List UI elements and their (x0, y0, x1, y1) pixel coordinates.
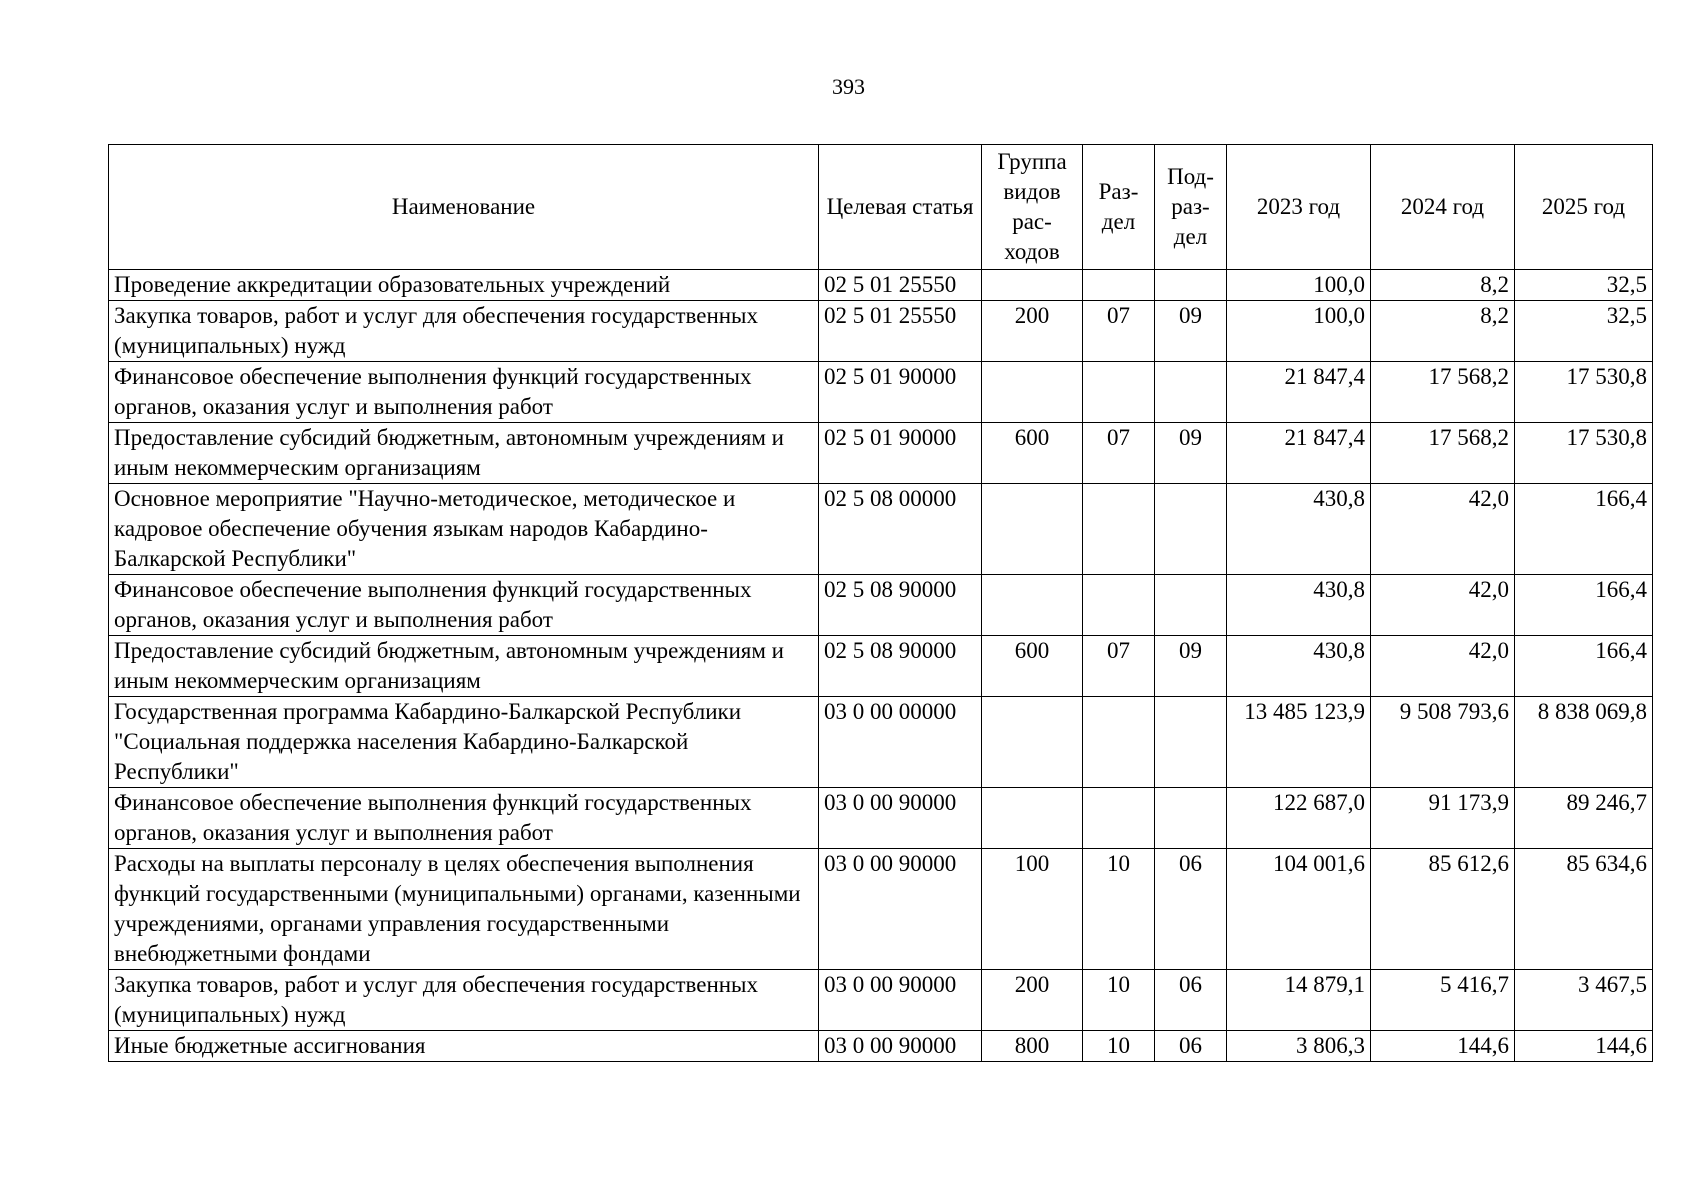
cell-2024: 91 173,9 (1371, 788, 1515, 849)
cell-2024: 144,6 (1371, 1031, 1515, 1062)
cell-subsection (1155, 575, 1227, 636)
table-row (109, 270, 1653, 301)
cell-section: 10 (1083, 1031, 1155, 1062)
cell-name: Финансовое обеспечение выполнения функций государственных органов, оказания услуг и выполнения работ (109, 575, 819, 636)
cell-name: Предоставление субсидий бюджетным, автономным учреждениям и иным некоммерческим организациям (109, 423, 819, 484)
cell-2024: 17 568,2 (1371, 423, 1515, 484)
header-year-2023: 2023 год (1227, 145, 1371, 270)
header-year-2025: 2025 год (1515, 145, 1653, 270)
cell-section (1083, 362, 1155, 423)
cell-target: 02 5 01 25550 (819, 301, 982, 362)
table-header (109, 145, 1653, 270)
cell-subsection (1155, 270, 1227, 301)
cell-target: 02 5 08 90000 (819, 636, 982, 697)
cell-subsection: 09 (1155, 301, 1227, 362)
cell-section (1083, 788, 1155, 849)
table-row (109, 970, 1653, 1031)
cell-target: 02 5 08 00000 (819, 484, 982, 575)
cell-section (1083, 270, 1155, 301)
cell-section: 07 (1083, 301, 1155, 362)
cell-2025: 17 530,8 (1515, 423, 1653, 484)
cell-group: 600 (982, 636, 1083, 697)
cell-name: Проведение аккредитации образовательных учреждений (109, 270, 819, 301)
cell-2025: 32,5 (1515, 301, 1653, 362)
cell-section: 10 (1083, 849, 1155, 970)
cell-subsection (1155, 362, 1227, 423)
cell-target: 02 5 08 90000 (819, 575, 982, 636)
cell-group (982, 788, 1083, 849)
cell-2025: 85 634,6 (1515, 849, 1653, 970)
cell-group (982, 484, 1083, 575)
cell-target: 03 0 00 90000 (819, 849, 982, 970)
page-number: 393 (832, 74, 865, 99)
cell-name: Предоставление субсидий бюджетным, автономным учреждениям и иным некоммерческим организациям (109, 636, 819, 697)
cell-subsection (1155, 697, 1227, 788)
cell-2025: 89 246,7 (1515, 788, 1653, 849)
header-row (109, 145, 1653, 270)
cell-target: 02 5 01 90000 (819, 423, 982, 484)
table-row (109, 849, 1653, 970)
header-section: Раз-дел (1083, 145, 1155, 270)
header-group: Группа видов рас-ходов (982, 145, 1083, 270)
cell-2023: 430,8 (1227, 484, 1371, 575)
cell-name: Основное мероприятие "Научно-методическое, методическое и кадровое обеспечение обучения языкам народов Кабардино-Балкарской Республики" (109, 484, 819, 575)
table-row (109, 484, 1653, 575)
cell-subsection: 09 (1155, 636, 1227, 697)
cell-subsection (1155, 788, 1227, 849)
cell-name: Финансовое обеспечение выполнения функций государственных органов, оказания услуг и выполнения работ (109, 788, 819, 849)
cell-2025: 8 838 069,8 (1515, 697, 1653, 788)
table-body (109, 270, 1653, 1062)
cell-2024: 42,0 (1371, 575, 1515, 636)
cell-2024: 8,2 (1371, 301, 1515, 362)
cell-section: 07 (1083, 423, 1155, 484)
cell-target: 03 0 00 90000 (819, 1031, 982, 1062)
cell-name: Иные бюджетные ассигнования (109, 1031, 819, 1062)
cell-name: Закупка товаров, работ и услуг для обеспечения государственных (муниципальных) нужд (109, 970, 819, 1031)
cell-2024: 42,0 (1371, 484, 1515, 575)
cell-2025: 166,4 (1515, 636, 1653, 697)
cell-2023: 3 806,3 (1227, 1031, 1371, 1062)
cell-2024: 42,0 (1371, 636, 1515, 697)
header-year-2024: 2024 год (1371, 145, 1515, 270)
table-row (109, 1031, 1653, 1062)
cell-section (1083, 484, 1155, 575)
cell-name: Расходы на выплаты персоналу в целях обеспечения выполнения функций государственными (муниципальными) органами, казенными учреждениями, органами управления государственными внебюджетными фондами (109, 849, 819, 970)
cell-2025: 32,5 (1515, 270, 1653, 301)
cell-group: 200 (982, 301, 1083, 362)
cell-section: 07 (1083, 636, 1155, 697)
table-row (109, 423, 1653, 484)
cell-2024: 8,2 (1371, 270, 1515, 301)
cell-2023: 430,8 (1227, 636, 1371, 697)
cell-2025: 17 530,8 (1515, 362, 1653, 423)
cell-2023: 104 001,6 (1227, 849, 1371, 970)
cell-2024: 85 612,6 (1371, 849, 1515, 970)
table-row (109, 697, 1653, 788)
cell-2024: 9 508 793,6 (1371, 697, 1515, 788)
cell-name: Государственная программа Кабардино-Балкарской Республики "Социальная поддержка населения Кабардино-Балкарской Республики" (109, 697, 819, 788)
cell-2023: 14 879,1 (1227, 970, 1371, 1031)
cell-section (1083, 575, 1155, 636)
table-row (109, 788, 1653, 849)
header-name: Наименование (109, 145, 819, 270)
cell-subsection: 09 (1155, 423, 1227, 484)
cell-section: 10 (1083, 970, 1155, 1031)
cell-2023: 21 847,4 (1227, 423, 1371, 484)
cell-2025: 144,6 (1515, 1031, 1653, 1062)
cell-group (982, 575, 1083, 636)
cell-name: Закупка товаров, работ и услуг для обеспечения государственных (муниципальных) нужд (109, 301, 819, 362)
cell-subsection: 06 (1155, 849, 1227, 970)
cell-target: 03 0 00 90000 (819, 970, 982, 1031)
cell-subsection: 06 (1155, 1031, 1227, 1062)
table-row (109, 636, 1653, 697)
cell-2023: 100,0 (1227, 301, 1371, 362)
cell-2024: 5 416,7 (1371, 970, 1515, 1031)
table-row (109, 362, 1653, 423)
cell-2024: 17 568,2 (1371, 362, 1515, 423)
cell-2023: 21 847,4 (1227, 362, 1371, 423)
table-row (109, 575, 1653, 636)
cell-group: 100 (982, 849, 1083, 970)
cell-target: 03 0 00 90000 (819, 788, 982, 849)
cell-group: 600 (982, 423, 1083, 484)
cell-2023: 13 485 123,9 (1227, 697, 1371, 788)
header-target: Целевая статья (819, 145, 982, 270)
table-row (109, 301, 1653, 362)
cell-2025: 166,4 (1515, 575, 1653, 636)
cell-target: 02 5 01 90000 (819, 362, 982, 423)
cell-2023: 430,8 (1227, 575, 1371, 636)
cell-group (982, 362, 1083, 423)
budget-table (108, 144, 1653, 1062)
cell-group (982, 270, 1083, 301)
cell-subsection: 06 (1155, 970, 1227, 1031)
cell-group (982, 697, 1083, 788)
cell-subsection (1155, 484, 1227, 575)
cell-2025: 166,4 (1515, 484, 1653, 575)
cell-group: 200 (982, 970, 1083, 1031)
cell-2025: 3 467,5 (1515, 970, 1653, 1031)
cell-target: 02 5 01 25550 (819, 270, 982, 301)
header-subsection: Под-раз-дел (1155, 145, 1227, 270)
cell-target: 03 0 00 00000 (819, 697, 982, 788)
cell-name: Финансовое обеспечение выполнения функций государственных органов, оказания услуг и выполнения работ (109, 362, 819, 423)
cell-group: 800 (982, 1031, 1083, 1062)
cell-2023: 100,0 (1227, 270, 1371, 301)
cell-section (1083, 697, 1155, 788)
cell-2023: 122 687,0 (1227, 788, 1371, 849)
